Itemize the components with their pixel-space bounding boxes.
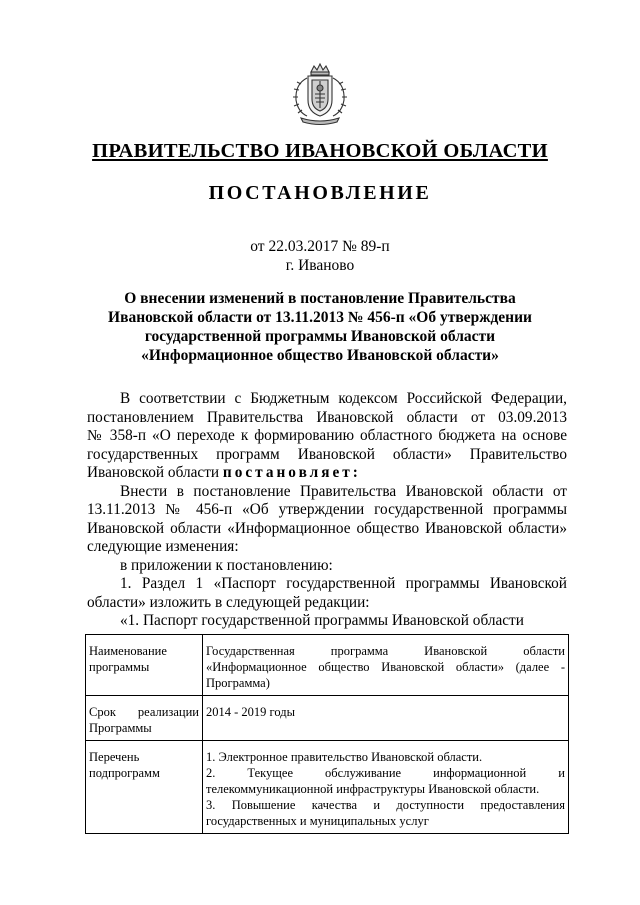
body-line: следующие изменения: (87, 538, 239, 555)
program-passport-table (85, 634, 569, 834)
body-line: 1. Раздел 1 «Паспорт государственной программы Ивановской (120, 575, 567, 592)
table-value-cell (203, 696, 569, 741)
government-name: ПРАВИТЕЛЬСТВО ИВАНОВСКОЙ ОБЛАСТИ (92, 140, 548, 162)
body-line (87, 464, 567, 483)
cell-text: Программы (89, 721, 152, 735)
body-line: Внести в постановление Правительства Ивановской области от (120, 482, 567, 500)
cell-text: 2014 - 2019 годы (206, 705, 296, 719)
body-line: Ивановской области «Информационное общество Ивановской области» (87, 519, 567, 537)
body-line: области» изложить в следующей редакции: (87, 593, 370, 611)
cell-text: Государственная программа Ивановской области (206, 644, 565, 658)
subject-line: Ивановской области от 13.11.2013 № 456-п «Об утверждении (108, 309, 532, 326)
table-row (86, 696, 569, 741)
body-line: «1. Паспорт государственной программы Ивановской области (120, 612, 524, 629)
body-line: В соответствии с Бюджетным кодексом Российской Федерации, (120, 390, 567, 407)
decree-body (87, 390, 567, 631)
table-value-cell (203, 741, 569, 834)
resolves-keyword: постановляет: (222, 464, 361, 481)
cell-text: государственных и муниципальных услуг (206, 814, 429, 828)
table-row (86, 741, 569, 834)
issue-city: г. Иваново (285, 257, 355, 274)
cell-text: Перечень (89, 750, 140, 764)
cell-text: 3. Повышение качества и доступности предоставления (206, 798, 565, 812)
subject-line: государственной программы Ивановской области (144, 328, 496, 345)
body-line: государственных программ Ивановской области» Правительство (87, 445, 567, 463)
body-line: постановлением Правительства Ивановской области от 03.09.2013 (87, 408, 567, 426)
subject-line: О внесении изменений в постановление Правительства (124, 290, 516, 307)
cell-text: Наименование (89, 644, 167, 658)
document-type-title: ПОСТАНОВЛЕНИЕ (208, 182, 432, 204)
cell-text: 1. Электронное правительство Ивановской области. (206, 750, 483, 764)
coat-of-arms-icon (287, 62, 353, 128)
body-line: в приложении к постановлению: (120, 556, 333, 574)
table-label-cell (86, 741, 203, 834)
cell-text: программы (89, 660, 150, 674)
cell-text: Программа) (206, 676, 270, 690)
body-line: № 358-п «О переходе к формированию областного бюджета на основе (87, 427, 567, 444)
table-label-cell (86, 635, 203, 696)
table-row (86, 635, 569, 696)
subject-line: «Информационное общество Ивановской области» (141, 347, 499, 364)
cell-text: телекоммуникационной инфраструктуры Ивановской области. (206, 782, 540, 796)
table-value-cell (203, 635, 569, 696)
cell-text: подпрограмм (89, 766, 160, 780)
decree-date-number: от 22.03.2017 № 89-п (250, 238, 390, 255)
decree-subject (100, 289, 540, 365)
table-label-cell (86, 696, 203, 741)
cell-text: «Информационное общество Ивановской области» (далее - (206, 660, 565, 674)
body-line: 13.11.2013 № 456-п «Об утверждении государственной программы (87, 501, 567, 518)
cell-text: Срок реализации (89, 705, 199, 719)
cell-text: 2. Текущее обслуживание информационной и (206, 766, 565, 780)
body-text-span: Ивановской области (87, 464, 223, 481)
